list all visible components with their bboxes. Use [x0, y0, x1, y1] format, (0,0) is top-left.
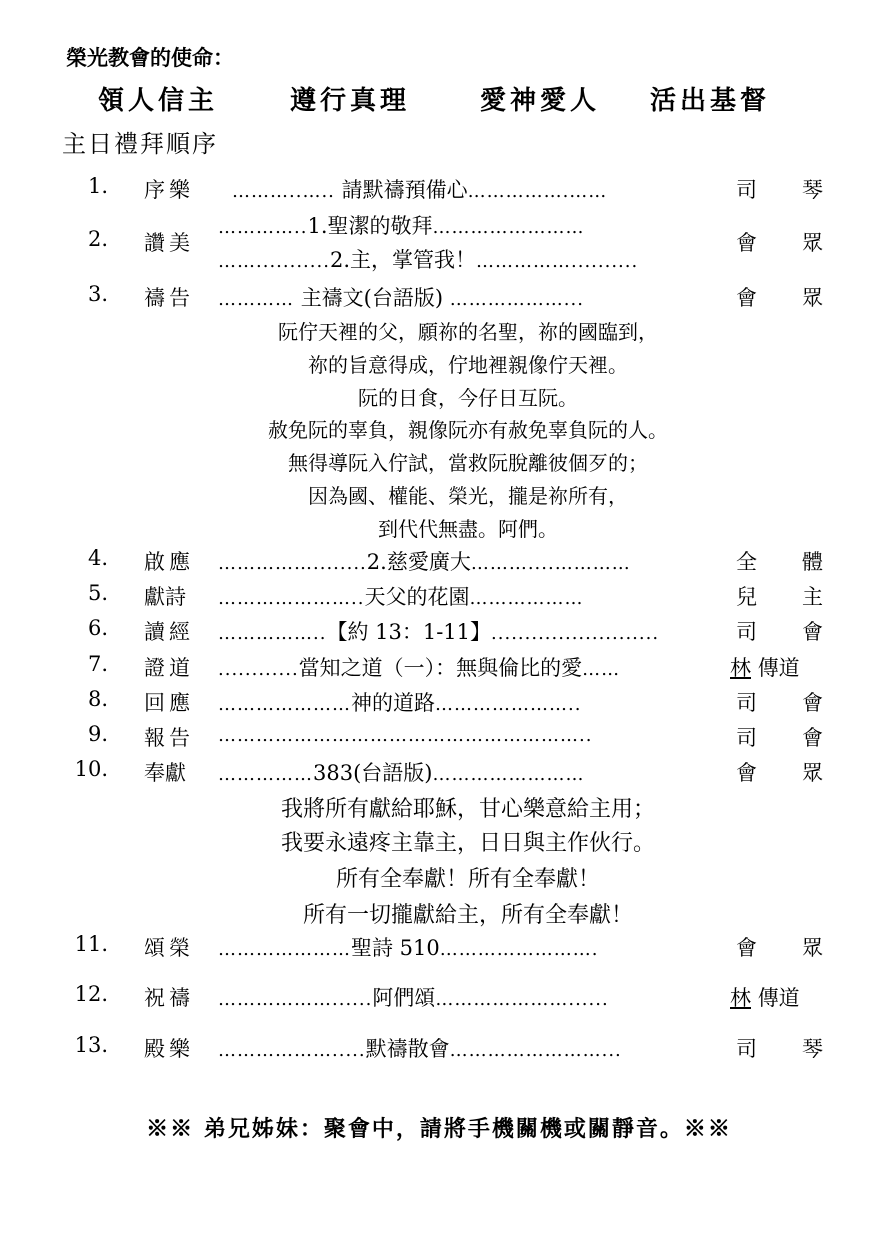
performer: 全: [736, 550, 757, 574]
performer: 眾: [802, 761, 823, 785]
order-item: [0, 932, 878, 962]
mission-title: 榮光教會的使命：: [66, 45, 234, 70]
performer: 司: [736, 1037, 757, 1061]
order-item: [0, 282, 878, 312]
item-number: 9.: [87, 722, 108, 746]
performer: 司: [736, 178, 757, 202]
item-title-line: ……………........2.慈愛廣大………....…………: [218, 550, 631, 574]
order-item: [0, 687, 878, 717]
motto-3: 愛神愛人: [480, 86, 601, 116]
performer: 會: [802, 620, 823, 644]
item-name: 回應: [144, 691, 194, 715]
prayer-line: 阮的日食，今仔日互阮。: [358, 386, 578, 410]
item-name: 讀經: [144, 620, 194, 644]
item-name: 啟應: [144, 550, 194, 574]
order-item: [0, 581, 878, 611]
item-name: 報告: [144, 726, 194, 750]
performer: 眾: [802, 231, 823, 255]
item-name: 奉獻: [144, 761, 186, 785]
item-number: 7.: [87, 652, 108, 676]
item-title-line: …………………………………………………..: [218, 725, 593, 746]
item-title-line: ……………..【約 13：1-11】.........................: [218, 620, 660, 644]
hymn-line: 我將所有獻給耶穌，甘心樂意給主用；: [280, 797, 655, 822]
performer: 主: [802, 585, 823, 609]
item-number: 10.: [74, 757, 108, 781]
order-item: [0, 982, 878, 1012]
performer: 會: [736, 286, 757, 310]
performer: 司: [736, 691, 757, 715]
hymn-line: 我要永遠疼主靠主，日日與主作伙行。: [280, 831, 655, 856]
order-item: [0, 174, 878, 204]
item-title-line: ………… 主禱文(台語版) ………………...: [218, 286, 584, 310]
order-title: 主日禮拜順序: [62, 130, 218, 158]
item-name: 頌榮: [144, 936, 194, 960]
performer: 會: [736, 231, 757, 255]
order-item: [0, 546, 878, 576]
order-item: [0, 652, 878, 682]
performer: 琴: [802, 178, 823, 202]
prayer-line: 無得導阮入佇試，當救阮脫離彼個歹的；: [288, 451, 648, 475]
performer: 會: [802, 726, 823, 750]
item-title-line: ............當知之道（一）：無與倫比的愛……: [218, 656, 621, 680]
motto-4: 活出基督: [650, 86, 771, 116]
item-number: 2.: [87, 227, 108, 251]
prayer-line: 因為國、權能、榮光，攏是祢所有，: [308, 484, 628, 508]
item-title-line: …………………聖詩 510…………………….: [218, 936, 599, 960]
prayer-line: 到代代無盡。阿們。: [378, 517, 558, 541]
performer: 體: [802, 550, 823, 574]
performer: 會: [736, 936, 757, 960]
item-number: 4.: [87, 546, 108, 570]
hymn-line: 所有全奉獻！所有全奉獻！: [335, 867, 600, 892]
item-number: 3.: [87, 282, 108, 306]
performer: 眾: [802, 286, 823, 310]
performer: 琴: [802, 1037, 823, 1061]
item-title-line: …………………..天父的花園………………: [218, 585, 584, 609]
item-number: 12.: [74, 982, 108, 1006]
prayer-line: 阮佇天裡的父，願祢的名聖，祢的國臨到，: [278, 320, 658, 344]
motto-1: 領人信主: [98, 86, 219, 116]
hymn-line: 所有一切攏獻給主，所有全奉獻！: [302, 903, 633, 928]
performer: 會: [802, 691, 823, 715]
order-item: [0, 722, 878, 752]
item-name: 讚美: [144, 231, 194, 255]
preacher: 林 傳道: [730, 986, 800, 1010]
item-name: 禱告: [144, 286, 194, 310]
item-number: 13.: [74, 1033, 108, 1057]
item-name: 證道: [144, 656, 194, 680]
order-item: [0, 616, 878, 646]
performer: 會: [736, 761, 757, 785]
item-title-line: ……………383(台語版)……………………: [218, 761, 585, 785]
prayer-line: 赦免阮的辜負，親像阮亦有赦免辜負阮的人。: [268, 418, 668, 442]
performer: 司: [736, 620, 757, 644]
item-number: 1.: [87, 174, 108, 198]
prayer-line: 祢的旨意得成，佇地裡親像佇天裡。: [308, 353, 628, 377]
order-item: [0, 1033, 878, 1063]
item-name: 序樂: [144, 178, 194, 202]
motto-2: 遵行真理: [290, 86, 411, 116]
item-name: 殿樂: [144, 1037, 194, 1061]
performer: 兒: [736, 585, 757, 609]
item-title-line: ……………….....默禱散會……………………...: [218, 1037, 622, 1061]
item-number: 8.: [87, 687, 108, 711]
item-number: 5.: [87, 581, 108, 605]
item-title-line: …………..1.聖潔的敬拜……………………: [218, 214, 585, 238]
phone-notice: ※※ 弟兄姊妹：聚會中，請將手機關機或關靜音。※※: [146, 1116, 732, 1142]
item-number: 6.: [87, 616, 108, 640]
performer: 司: [736, 726, 757, 750]
preacher: 林 傳道: [730, 656, 800, 680]
item-title-line: ……...........2.主，掌管我！……………..........: [218, 248, 639, 272]
order-item: [0, 757, 878, 787]
item-name: 祝禱: [144, 986, 194, 1010]
item-title-line: ………..….. 請默禱預備心…………….……: [232, 178, 608, 202]
item-title-line: …………………神的道路…………………..: [218, 691, 582, 715]
performer: 眾: [802, 936, 823, 960]
item-number: 11.: [74, 932, 108, 956]
item-name: 獻詩: [144, 585, 186, 609]
item-title-line: ………………......阿們頌…………………......: [218, 986, 609, 1010]
